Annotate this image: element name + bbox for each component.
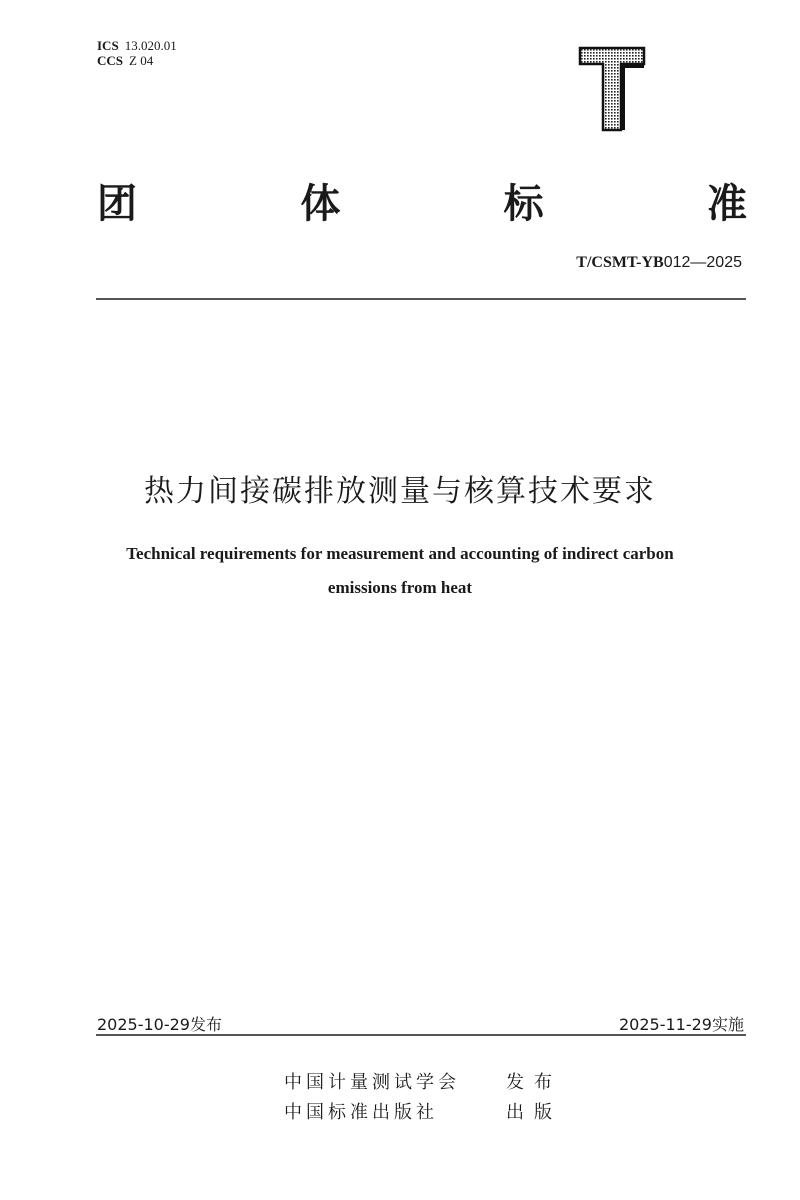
title-english-line1: Technical requirements for measurement and accounting of indirect carbon xyxy=(126,544,674,563)
standard-code: T/CSMT-YB012—2025 xyxy=(576,254,742,271)
type-char-1: 团 xyxy=(97,181,137,227)
header-divider xyxy=(96,298,746,300)
type-char-3: 标 xyxy=(503,181,544,227)
title-english-line2: emissions from heat xyxy=(327,578,473,597)
ics-code: ICS 13.020.01 xyxy=(97,38,177,53)
press-name: 中国标准出版社 xyxy=(284,1102,438,1123)
issuer-role: 发布 xyxy=(506,1072,562,1093)
publisher-roles xyxy=(506,1068,562,1128)
type-char-4: 准 xyxy=(706,181,747,227)
publisher-names xyxy=(284,1068,460,1128)
press-role: 出版 xyxy=(506,1102,562,1123)
title-chinese: 热力间接碳排放测量与核算技术要求 xyxy=(144,474,656,509)
type-char-2: 体 xyxy=(300,181,341,227)
release-date: 2025-10-29发布 xyxy=(97,1015,222,1034)
ccs-code: CCS Z 04 xyxy=(97,53,154,68)
standard-type xyxy=(97,172,747,229)
title-english xyxy=(60,537,740,605)
issuer-name: 中国计量测试学会 xyxy=(284,1072,460,1093)
classification-codes xyxy=(97,38,177,68)
standard-type-logo xyxy=(578,46,646,132)
footer-divider xyxy=(96,1034,746,1036)
implementation-date: 2025-11-29实施 xyxy=(619,1015,744,1034)
